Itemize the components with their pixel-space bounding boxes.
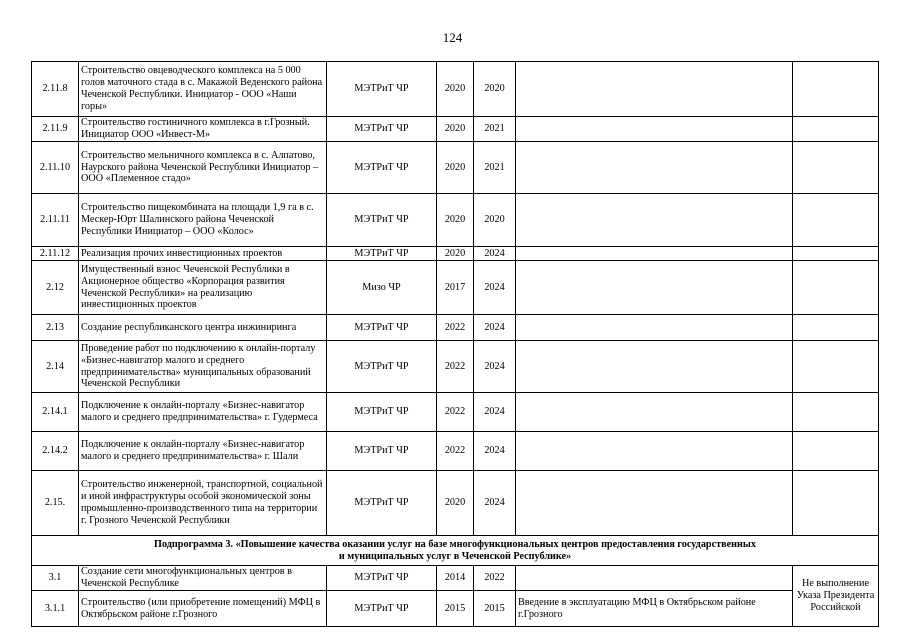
page-number: 124 bbox=[442, 30, 463, 45]
start-year: 2022 bbox=[437, 432, 474, 471]
table-row bbox=[32, 315, 879, 341]
row-number: 3.1.1 bbox=[32, 591, 79, 627]
expected-result bbox=[516, 393, 793, 432]
start-year: 2020 bbox=[437, 62, 474, 117]
executor: МЭТРиТ ЧР bbox=[327, 247, 437, 261]
note bbox=[793, 393, 879, 432]
row-number: 2.11.9 bbox=[32, 117, 79, 142]
row-number: 2.12 bbox=[32, 261, 79, 315]
start-year: 2020 bbox=[437, 194, 474, 247]
start-year: 2020 bbox=[437, 247, 474, 261]
table-row bbox=[32, 471, 879, 536]
note bbox=[793, 315, 879, 341]
table-row bbox=[32, 591, 879, 627]
expected-result bbox=[516, 432, 793, 471]
row-number: 2.14.1 bbox=[32, 393, 79, 432]
note bbox=[793, 142, 879, 194]
start-year: 2020 bbox=[437, 142, 474, 194]
executor: МЭТРиТ ЧР bbox=[327, 393, 437, 432]
table-row bbox=[32, 261, 879, 315]
subprogram-title bbox=[32, 536, 879, 566]
activity-name: Имущественный взнос Чеченской Республики в Акционерное общество «Корпорация развития Чеченской Республики» на реализацию инвестиционных проектов bbox=[79, 261, 327, 315]
row-number: 2.11.8 bbox=[32, 62, 79, 117]
expected-result bbox=[516, 566, 793, 591]
end-year: 2015 bbox=[474, 591, 516, 627]
executor: МЭТРиТ ЧР bbox=[327, 432, 437, 471]
note bbox=[793, 432, 879, 471]
start-year: 2022 bbox=[437, 341, 474, 393]
row-number: 2.13 bbox=[32, 315, 79, 341]
note bbox=[793, 247, 879, 261]
end-year: 2024 bbox=[474, 247, 516, 261]
expected-result bbox=[516, 62, 793, 117]
executor: МЭТРиТ ЧР bbox=[327, 471, 437, 536]
table-row bbox=[32, 566, 879, 591]
expected-result bbox=[516, 117, 793, 142]
end-year: 2021 bbox=[474, 142, 516, 194]
note bbox=[793, 194, 879, 247]
expected-result: Введение в эксплуатацию МФЦ в Октябрьском районе г.Грозного bbox=[516, 591, 793, 627]
executor: МЭТРиТ ЧР bbox=[327, 341, 437, 393]
activity-name: Проведение работ по подключению к онлайн-порталу «Бизнес-навигатор малого и среднего предпринимательства» муниципальных образований Чеченской Республики bbox=[79, 341, 327, 393]
end-year: 2020 bbox=[474, 194, 516, 247]
expected-result bbox=[516, 315, 793, 341]
activity-name: Создание республиканского центра инжиниринга bbox=[79, 315, 327, 341]
program-table bbox=[31, 61, 879, 627]
subprogram-title-line-2: и муниципальных услуг в Чеченской Республике» bbox=[338, 550, 572, 562]
row-number: 2.15. bbox=[32, 471, 79, 536]
note bbox=[793, 117, 879, 142]
end-year: 2020 bbox=[474, 62, 516, 117]
start-year: 2014 bbox=[437, 566, 474, 591]
start-year: 2020 bbox=[437, 471, 474, 536]
executor: МЭТРиТ ЧР bbox=[327, 591, 437, 627]
end-year: 2021 bbox=[474, 117, 516, 142]
expected-result bbox=[516, 194, 793, 247]
end-year: 2024 bbox=[474, 471, 516, 536]
table-row bbox=[32, 117, 879, 142]
activity-name: Реализация прочих инвестиционных проектов bbox=[79, 247, 327, 261]
expected-result bbox=[516, 247, 793, 261]
activity-name: Создание сети многофункциональных центров в Чеченской Республике bbox=[79, 566, 327, 591]
row-number: 2.11.12 bbox=[32, 247, 79, 261]
table-row bbox=[32, 142, 879, 194]
activity-name: Строительство овцеводческого комплекса на 5 000 голов маточного стада в с. Макажой Веденского района Чеченской Республики. Инициатор - ООО «Наши горы» bbox=[79, 62, 327, 117]
start-year: 2020 bbox=[437, 117, 474, 142]
start-year: 2022 bbox=[437, 315, 474, 341]
end-year: 2024 bbox=[474, 315, 516, 341]
expected-result bbox=[516, 142, 793, 194]
merged-note: Не выполнение Указа Президента Российской bbox=[793, 566, 879, 627]
executor: МЭТРиТ ЧР bbox=[327, 117, 437, 142]
executor: МЭТРиТ ЧР bbox=[327, 566, 437, 591]
table-row bbox=[32, 393, 879, 432]
end-year: 2024 bbox=[474, 261, 516, 315]
table-row bbox=[32, 194, 879, 247]
executor: МЭТРиТ ЧР bbox=[327, 62, 437, 117]
end-year: 2024 bbox=[474, 432, 516, 471]
subprogram-header-row bbox=[32, 536, 879, 566]
note bbox=[793, 62, 879, 117]
executor: МЭТРиТ ЧР bbox=[327, 142, 437, 194]
activity-name: Подключение к онлайн-порталу «Бизнес-навигатор малого и среднего предпринимательства» г. Гудермеса bbox=[79, 393, 327, 432]
activity-name: Строительство (или приобретение помещений) МФЦ в Октябрьском районе г.Грозного bbox=[79, 591, 327, 627]
expected-result bbox=[516, 341, 793, 393]
end-year: 2022 bbox=[474, 566, 516, 591]
executor: Мизо ЧР bbox=[327, 261, 437, 315]
activity-name: Подключение к онлайн-порталу «Бизнес-навигатор малого и среднего предпринимательства» г. Шали bbox=[79, 432, 327, 471]
activity-name: Строительство пищекомбината на площади 1,9 га в с. Мескер-Юрт Шалинского района Чеченской Республики Инициатор – ООО «Колос» bbox=[79, 194, 327, 247]
note bbox=[793, 341, 879, 393]
row-number: 2.14 bbox=[32, 341, 79, 393]
executor: МЭТРиТ ЧР bbox=[327, 315, 437, 341]
executor: МЭТРиТ ЧР bbox=[327, 194, 437, 247]
table-row bbox=[32, 247, 879, 261]
end-year: 2024 bbox=[474, 341, 516, 393]
activity-name: Строительство мельничного комплекса в с. Алпатово, Наурского района Чеченской Республики Инициатор – ООО «Племенное стадо» bbox=[79, 142, 327, 194]
subprogram-title-line-1: Подпрограмма 3. «Повышение качества оказании услуг на базе многофункциональных центров предоставления государственных bbox=[154, 538, 756, 550]
table-row bbox=[32, 432, 879, 471]
expected-result bbox=[516, 261, 793, 315]
start-year: 2015 bbox=[437, 591, 474, 627]
table-row bbox=[32, 341, 879, 393]
note bbox=[793, 261, 879, 315]
table-row bbox=[32, 62, 879, 117]
row-number: 2.11.11 bbox=[32, 194, 79, 247]
expected-result bbox=[516, 471, 793, 536]
row-number: 3.1 bbox=[32, 566, 79, 591]
start-year: 2022 bbox=[437, 393, 474, 432]
row-number: 2.11.10 bbox=[32, 142, 79, 194]
note bbox=[793, 471, 879, 536]
activity-name: Строительство инженерной, транспортной, социальной и иной инфраструктуры особой экономической зоны промышленно-производственного типа на территории г. Грозного Чеченской Республики bbox=[79, 471, 327, 536]
start-year: 2017 bbox=[437, 261, 474, 315]
end-year: 2024 bbox=[474, 393, 516, 432]
row-number: 2.14.2 bbox=[32, 432, 79, 471]
activity-name: Строительство гостиничного комплекса в г.Грозный. Инициатор ООО «Инвест-М» bbox=[79, 117, 327, 142]
